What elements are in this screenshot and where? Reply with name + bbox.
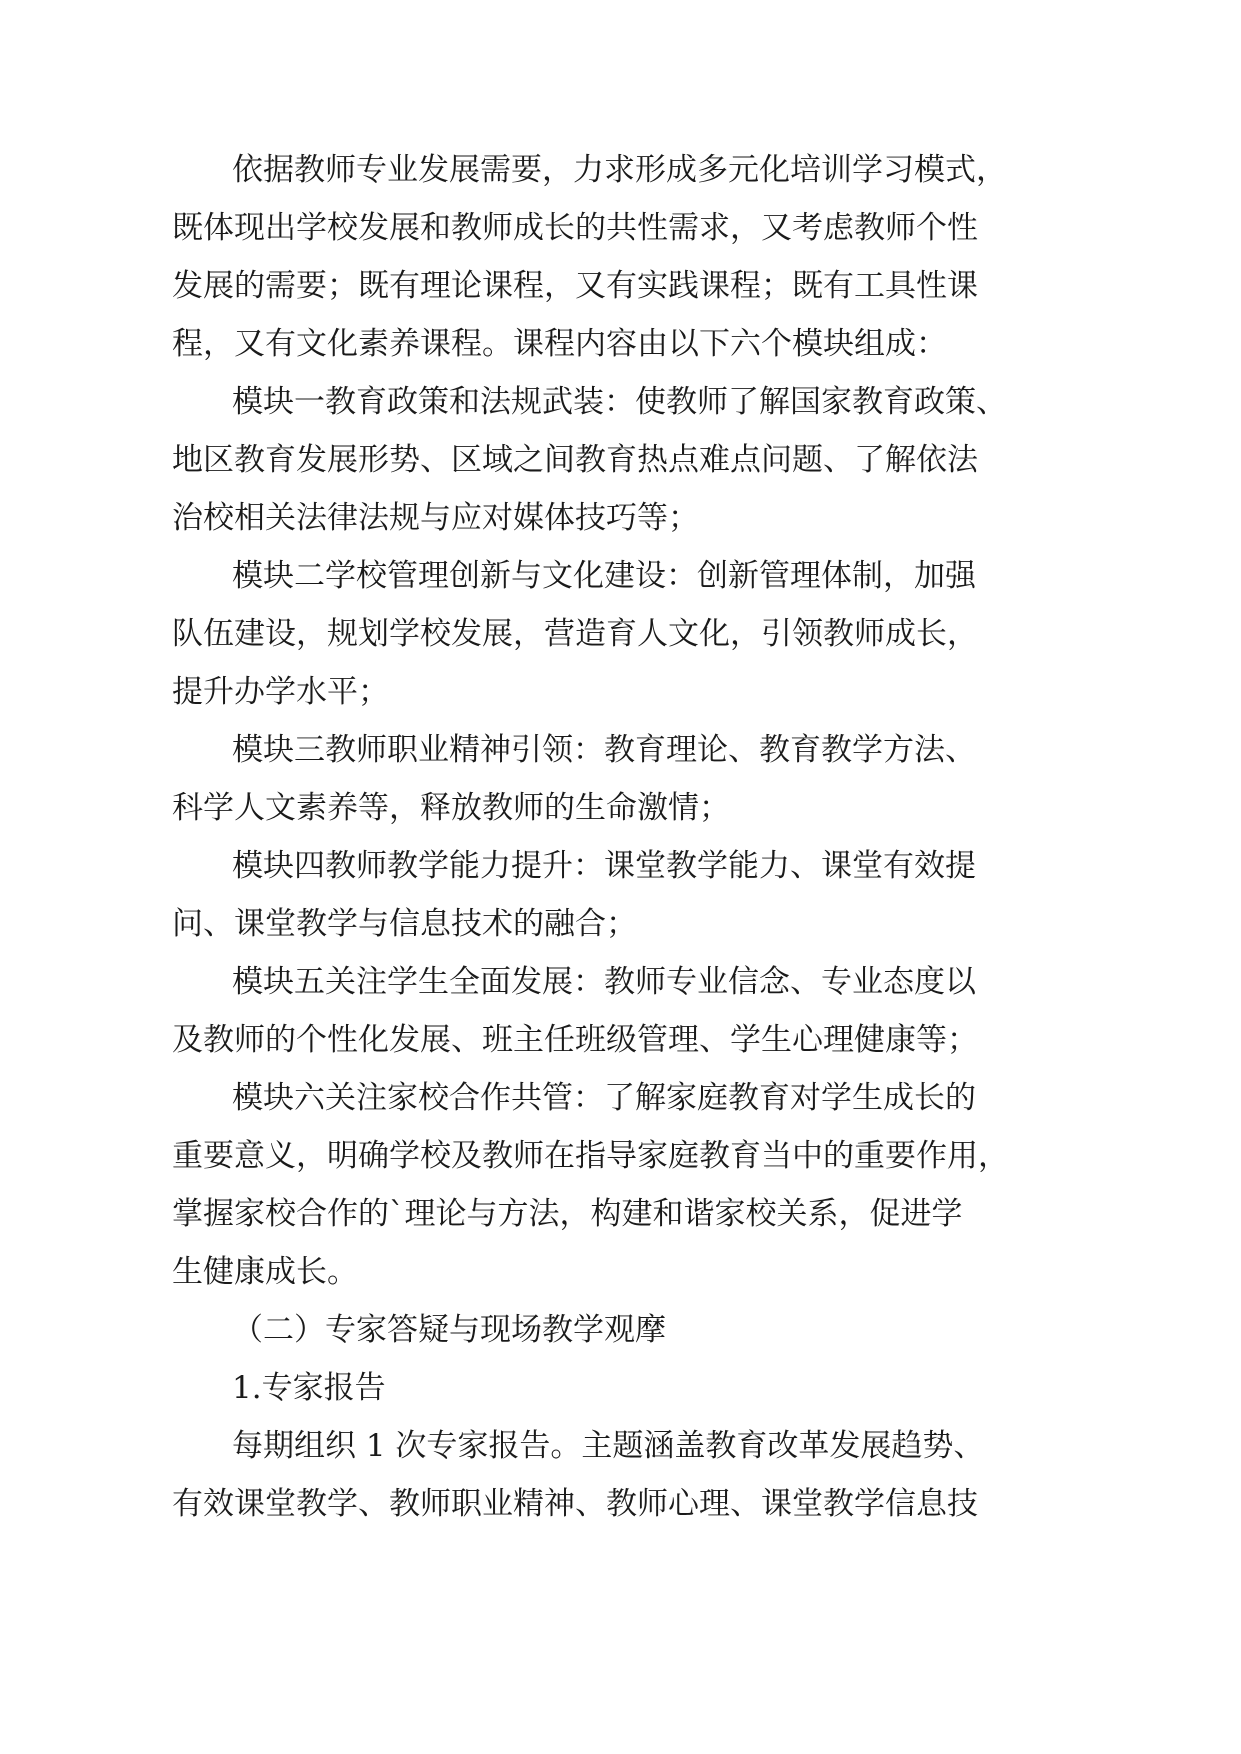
text-line: 发展的需要；既有理论课程，又有实践课程；既有工具性课 [172,268,978,304]
text-line: 模块四教师教学能力提升：课堂教学能力、课堂有效提 [232,848,976,884]
text-line: 模块一教育政策和法规武装：使教师了解国家教育政策、 [232,384,1007,420]
text-line: 模块五关注学生全面发展：教师专业信念、专业态度以 [232,964,976,1000]
text-line: 依据教师专业发展需要，力求形成多元化培训学习模式， [232,152,1007,188]
text-line: 重要意义，明确学校及教师在指导家庭教育当中的重要作用， [172,1138,1009,1174]
text-line: 模块二学校管理创新与文化建设：创新管理体制，加强 [232,558,976,594]
text-line: 掌握家校合作的`理论与方法，构建和谐家校关系，促进学 [172,1196,963,1232]
text-line: 生健康成长。 [172,1254,358,1290]
subsection-heading: 1.专家报告 [232,1370,386,1406]
section-heading: （二）专家答疑与现场教学观摩 [232,1312,666,1348]
text-line: 每期组织 1 次专家报告。主题涵盖教育改革发展趋势、 [232,1428,985,1464]
text-line: 模块六关注家校合作共管：了解家庭教育对学生成长的 [232,1080,976,1116]
text-line: 问、课堂教学与信息技术的融合； [172,906,637,942]
text-line: 及教师的个性化发展、班主任班级管理、学生心理健康等； [172,1022,978,1058]
text-line: 有效课堂教学、教师职业精神、教师心理、课堂教学信息技 [172,1486,978,1522]
text-line: 提升办学水平； [172,674,389,710]
text-line: 既体现出学校发展和教师成长的共性需求，又考虑教师个性 [172,210,978,246]
text-line: 治校相关法律法规与应对媒体技巧等； [172,500,699,536]
text-line: 地区教育发展形势、区域之间教育热点难点问题、了解依法 [172,442,978,478]
text-line: 科学人文素养等，释放教师的生命激情； [172,790,730,826]
text-line: 程，又有文化素养课程。课程内容由以下六个模块组成： [172,326,947,362]
text-line: 模块三教师职业精神引领：教育理论、教育教学方法、 [232,732,976,768]
text-line: 队伍建设，规划学校发展，营造育人文化，引领教师成长， [172,616,978,652]
